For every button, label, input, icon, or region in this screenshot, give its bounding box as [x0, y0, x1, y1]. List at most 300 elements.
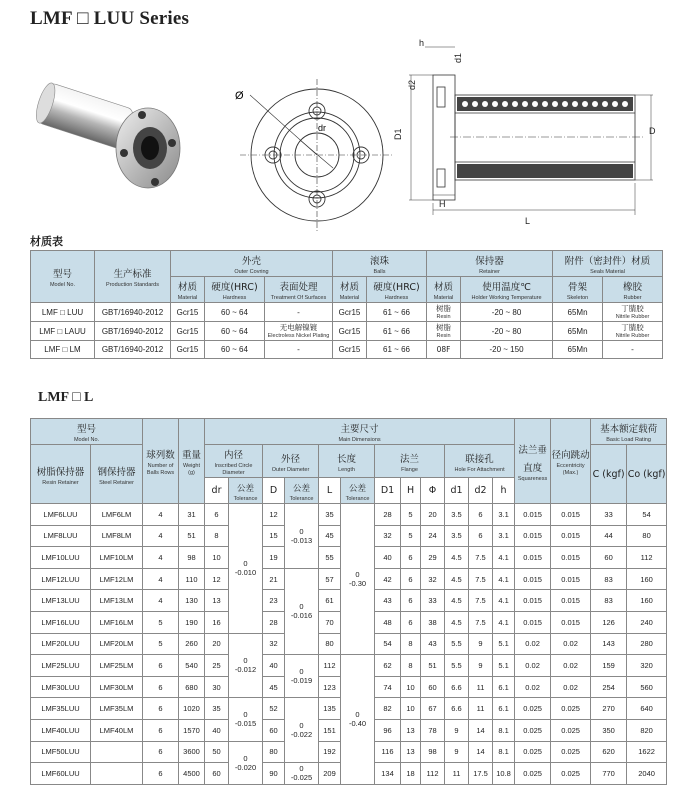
table-cell: 80: [627, 525, 667, 547]
table-cell: 6.1: [493, 676, 515, 698]
table-cell: 96: [375, 719, 401, 741]
mat-subheader: 使用温度℃ Holder Working Temperature: [461, 277, 553, 303]
table-cell: -20 ~ 80: [461, 322, 553, 341]
table-cell: Gcr15: [333, 341, 367, 359]
table-cell: LMF13LUU: [31, 590, 91, 612]
table-cell: 3.1: [493, 525, 515, 547]
table-cell: 4.1: [493, 568, 515, 590]
tolerance-subheader: 公差 Tolerance: [285, 478, 319, 504]
table-cell: 110: [179, 568, 205, 590]
table-cell: 0.015: [551, 504, 591, 526]
table-cell: 0.015: [551, 611, 591, 633]
dim-subheader-dr: dr: [205, 478, 229, 504]
table-cell: 5: [401, 525, 421, 547]
mat-balls-header: 滚珠 Balls: [333, 251, 427, 277]
table-cell: LMF25LM: [91, 655, 143, 677]
table-cell: 无电解镍镀 Electroless Nickel Plating: [265, 322, 333, 341]
phi-label: Ø: [235, 90, 244, 102]
dim-steel-header: 钢保持器 Steel Retainer: [91, 445, 143, 504]
table-cell: 25: [205, 655, 229, 677]
table-cell: 23: [263, 590, 285, 612]
table-cell: 8: [401, 633, 421, 655]
table-cell: 134: [375, 763, 401, 785]
dim-subheader-D: D: [263, 478, 285, 504]
tolerance-cell: 0 -0.010: [229, 504, 263, 634]
table-cell: 28: [263, 611, 285, 633]
table-cell: 8.1: [493, 741, 515, 763]
dim-heading: LMF □ L: [38, 390, 94, 405]
table-cell: 74: [375, 676, 401, 698]
table-cell: 45: [263, 676, 285, 698]
table-cell: 260: [179, 633, 205, 655]
dim-resin-header: 树脂保持器 Resin Retainer: [31, 445, 91, 504]
table-cell: 60: [205, 763, 229, 785]
table-cell: 151: [319, 719, 341, 741]
table-cell: 60 ~ 64: [205, 322, 265, 341]
table-cell: 丁腈胶 Nitrile Rubber: [603, 303, 663, 322]
table-cell: -: [603, 341, 663, 359]
table-row: [31, 341, 663, 359]
table-cell: 0.02: [551, 633, 591, 655]
table-cell: 树脂 Resin: [427, 303, 461, 322]
table-cell: 0.02: [515, 655, 551, 677]
table-cell: LMF20LUU: [31, 633, 91, 655]
table-cell: 19: [263, 547, 285, 569]
table-cell: 20: [421, 504, 445, 526]
table-row: [31, 655, 667, 677]
table-cell: 42: [375, 568, 401, 590]
table-cell: 143: [591, 633, 627, 655]
dim-load-header: 基本额定载荷 Basic Load Rating: [591, 419, 667, 445]
table-cell: 33: [591, 504, 627, 526]
table-cell: 40: [263, 655, 285, 677]
table-cell: LMF40LM: [91, 719, 143, 741]
table-cell: LMF6LUU: [31, 504, 91, 526]
table-cell: LMF35LM: [91, 698, 143, 720]
table-cell: 29: [421, 547, 445, 569]
table-cell: 54: [627, 504, 667, 526]
table-cell: LMF8LM: [91, 525, 143, 547]
mat-subheader: 骨架 Skeleton: [553, 277, 603, 303]
tolerance-cell: 0 -0.020: [229, 741, 263, 784]
table-cell: 4.5: [445, 547, 469, 569]
table-cell: 640: [627, 698, 667, 720]
table-cell: LMF30LUU: [31, 676, 91, 698]
table-cell: 10: [401, 698, 421, 720]
table-cell: 60: [263, 719, 285, 741]
table-cell: 159: [591, 655, 627, 677]
dim-hole-header: 联接孔 Hole For Attachment: [445, 445, 515, 478]
table-cell: 0.015: [551, 568, 591, 590]
tolerance-cell: 0 -0.012: [229, 633, 263, 698]
table-cell: 4.1: [493, 547, 515, 569]
mat-seals-header: 附件（密封件）材质 Seals Material: [553, 251, 663, 277]
tolerance-cell: 0 -0.013: [285, 504, 319, 569]
mat-subheader: 表面处理 Treatment Of Surfaces: [265, 277, 333, 303]
dim-od-header: 外径 Outer Diameter: [263, 445, 319, 478]
table-cell: 560: [627, 676, 667, 698]
dim-subheader-phi: Φ: [421, 478, 445, 504]
table-cell: 12: [205, 568, 229, 590]
table-cell: 13: [401, 719, 421, 741]
table-cell: 67: [421, 698, 445, 720]
table-cell: 4.5: [445, 611, 469, 633]
dim-id-header: 内径 Inscribed Circle Diameter: [205, 445, 263, 478]
table-cell: 6: [143, 698, 179, 720]
table-cell: 8.1: [493, 719, 515, 741]
table-cell: LMF25LUU: [31, 655, 91, 677]
d2-label: d2: [407, 79, 417, 90]
table-cell: 52: [263, 698, 285, 720]
table-row: [31, 322, 663, 341]
table-cell: 65Mn: [553, 341, 603, 359]
table-cell: 6.1: [493, 698, 515, 720]
table-cell: 320: [627, 655, 667, 677]
table-cell: LMF60LUU: [31, 763, 91, 785]
table-cell: 0.02: [515, 676, 551, 698]
table-cell: 31: [179, 504, 205, 526]
table-cell: Gcr15: [333, 303, 367, 322]
dim-subheader-d1: d1: [445, 478, 469, 504]
mat-subheader: 材质 Material: [171, 277, 205, 303]
table-cell: Gcr15: [171, 341, 205, 359]
table-cell: 6: [205, 504, 229, 526]
dim-c-header: C (kgf): [591, 445, 627, 504]
table-cell: 树脂 Resin: [427, 322, 461, 341]
section-view-drawing: [395, 35, 685, 235]
table-cell: 33: [421, 590, 445, 612]
table-cell: 20: [205, 633, 229, 655]
dim-length-header: 长度 Length: [319, 445, 375, 478]
table-cell: LMF20LM: [91, 633, 143, 655]
table-cell: 83: [591, 568, 627, 590]
table-cell: 6: [469, 504, 493, 526]
table-cell: 24: [421, 525, 445, 547]
table-cell: 6: [401, 590, 421, 612]
table-cell: GBT/16940-2012: [95, 303, 171, 322]
table-cell: 16: [205, 611, 229, 633]
table-cell: 209: [319, 763, 341, 785]
dim-weight-header: 重量 Weight (g): [179, 419, 205, 504]
table-cell: 10: [205, 547, 229, 569]
table-cell: 12: [263, 504, 285, 526]
table-cell: 112: [319, 655, 341, 677]
table-cell: 540: [179, 655, 205, 677]
table-cell: 7.5: [469, 547, 493, 569]
table-cell: 38: [421, 611, 445, 633]
table-cell: 6: [401, 547, 421, 569]
table-cell: 3.5: [445, 504, 469, 526]
table-cell: 1020: [179, 698, 205, 720]
table-cell: 61 ~ 66: [367, 303, 427, 322]
table-cell: 35: [319, 504, 341, 526]
table-cell: 6: [143, 763, 179, 785]
dim-subheader-L: L: [319, 478, 341, 504]
table-cell: 7.5: [469, 590, 493, 612]
table-cell: 54: [375, 633, 401, 655]
table-cell: 丁腈胶 Nitrile Rubber: [603, 322, 663, 341]
table-cell: 11: [469, 676, 493, 698]
table-cell: 3.5: [445, 525, 469, 547]
table-cell: LMF10LUU: [31, 547, 91, 569]
table-cell: 40: [375, 547, 401, 569]
table-cell: 116: [375, 741, 401, 763]
table-cell: 112: [421, 763, 445, 785]
dim-eccentricity-header: 径向跳动 Eccentricity (Max.): [551, 419, 591, 504]
table-cell: 5.1: [493, 633, 515, 655]
D1-label: D1: [393, 128, 403, 140]
tolerance-cell: 0 -0.015: [229, 698, 263, 741]
table-cell: 14: [469, 719, 493, 741]
table-cell: 43: [375, 590, 401, 612]
table-cell: 61 ~ 66: [367, 322, 427, 341]
mat-subheader: 材质 Material: [427, 277, 461, 303]
table-cell: 112: [627, 547, 667, 569]
mat-std-header: 生产标准 Production Standards: [95, 251, 171, 303]
table-cell: 40: [205, 719, 229, 741]
table-cell: 1622: [627, 741, 667, 763]
table-cell: 6: [143, 741, 179, 763]
table-cell: 8: [205, 525, 229, 547]
table-cell: 30: [205, 676, 229, 698]
mat-subheader: 橡胶 Rubber: [603, 277, 663, 303]
table-cell: 0.025: [515, 719, 551, 741]
table-cell: 4500: [179, 763, 205, 785]
table-cell: GBT/16940-2012: [95, 341, 171, 359]
material-heading: 材质表: [30, 235, 63, 248]
page-title: LMF □ LUU Series: [30, 8, 190, 29]
table-cell: 6: [143, 719, 179, 741]
table-cell: 0.025: [515, 741, 551, 763]
table-cell: 0.025: [551, 741, 591, 763]
table-cell: -20 ~ 150: [461, 341, 553, 359]
dim-subheader-D1: D1: [375, 478, 401, 504]
dim-squareness-header: 法兰垂直度 Squareness: [515, 419, 551, 504]
table-cell: 0.015: [551, 525, 591, 547]
tolerance-cell: 0 -0.30: [341, 504, 375, 655]
table-cell: 7.5: [469, 568, 493, 590]
material-table: [30, 250, 663, 359]
L-label: L: [525, 216, 531, 226]
tolerance-cell: 0 -0.016: [285, 568, 319, 654]
table-cell: 5.5: [445, 633, 469, 655]
table-cell: 0.015: [515, 525, 551, 547]
table-cell: 620: [591, 741, 627, 763]
table-cell: 5: [143, 611, 179, 633]
table-cell: 15: [263, 525, 285, 547]
table-cell: GBT/16940-2012: [95, 322, 171, 341]
table-cell: 43: [421, 633, 445, 655]
table-cell: 78: [421, 719, 445, 741]
table-cell: 65Mn: [553, 322, 603, 341]
table-cell: 0.015: [551, 590, 591, 612]
table-cell: LMF □ LM: [31, 341, 95, 359]
table-cell: 270: [591, 698, 627, 720]
dim-subheader-h: h: [493, 478, 515, 504]
table-cell: LMF6LM: [91, 504, 143, 526]
table-cell: 5: [143, 633, 179, 655]
table-cell: 70: [319, 611, 341, 633]
table-cell: 0.015: [515, 547, 551, 569]
table-cell: 45: [319, 525, 341, 547]
tolerance-cell: 0 -0.40: [341, 655, 375, 785]
dim-flange-header: 法兰 Flange: [375, 445, 445, 478]
table-cell: 4: [143, 547, 179, 569]
table-cell: 60 ~ 64: [205, 341, 265, 359]
table-cell: 254: [591, 676, 627, 698]
h-label: h: [419, 38, 425, 48]
table-cell: 0.015: [515, 504, 551, 526]
mat-subheader: 材质 Material: [333, 277, 367, 303]
table-cell: -20 ~ 80: [461, 303, 553, 322]
table-cell: LMF13LM: [91, 590, 143, 612]
dr-label: dr: [318, 123, 327, 133]
mat-subheader: 硬度(HRC) Hardness: [205, 277, 265, 303]
table-cell: 6: [143, 676, 179, 698]
table-cell: 13: [205, 590, 229, 612]
table-cell: 90: [263, 763, 285, 785]
table-cell: 9: [469, 633, 493, 655]
table-cell: 35: [205, 698, 229, 720]
table-cell: 60: [421, 676, 445, 698]
table-cell: LMF30LM: [91, 676, 143, 698]
table-cell: 11: [469, 698, 493, 720]
table-cell: 62: [375, 655, 401, 677]
table-cell: 0.02: [551, 676, 591, 698]
tolerance-cell: 0 -0.022: [285, 698, 319, 763]
table-cell: LMF8LUU: [31, 525, 91, 547]
table-cell: 4.5: [445, 568, 469, 590]
table-cell: 65Mn: [553, 303, 603, 322]
table-cell: Gcr15: [171, 322, 205, 341]
table-cell: 190: [179, 611, 205, 633]
table-cell: 83: [591, 590, 627, 612]
table-cell: 4: [143, 590, 179, 612]
table-cell: 5.5: [445, 655, 469, 677]
table-cell: 61 ~ 66: [367, 341, 427, 359]
table-cell: 9: [445, 719, 469, 741]
mat-outer-header: 外壳 Outer Covring: [171, 251, 333, 277]
table-cell: 240: [627, 611, 667, 633]
table-cell: 0.025: [515, 698, 551, 720]
table-cell: -: [265, 303, 333, 322]
table-cell: 55: [319, 547, 341, 569]
tolerance-subheader: 公差 Tolerance: [229, 478, 263, 504]
table-cell: 820: [627, 719, 667, 741]
table-cell: 48: [375, 611, 401, 633]
table-cell: 13: [401, 741, 421, 763]
table-cell: 60 ~ 64: [205, 303, 265, 322]
mat-retainer-header: 保持器 Retainer: [427, 251, 553, 277]
dim-rows-header: 球列数 Number of Balls Rows: [143, 419, 179, 504]
bearing-photo: [30, 55, 190, 195]
table-cell: LMF40LUU: [31, 719, 91, 741]
table-cell: 680: [179, 676, 205, 698]
table-cell: 32: [375, 525, 401, 547]
table-cell: 51: [179, 525, 205, 547]
table-row: [31, 303, 663, 322]
table-cell: 0.02: [551, 655, 591, 677]
table-cell: 4.1: [493, 611, 515, 633]
table-cell: 0.015: [515, 590, 551, 612]
H-label: H: [439, 199, 446, 209]
table-cell: 123: [319, 676, 341, 698]
D-label: D: [649, 126, 656, 136]
table-cell: 1570: [179, 719, 205, 741]
table-cell: 7.5: [469, 611, 493, 633]
front-view-drawing: [230, 65, 400, 240]
table-cell: LMF35LUU: [31, 698, 91, 720]
table-cell: 98: [421, 741, 445, 763]
tolerance-cell: 0 -0.025: [285, 763, 319, 785]
table-cell: 126: [591, 611, 627, 633]
table-cell: 11: [445, 763, 469, 785]
table-cell: 6.6: [445, 698, 469, 720]
table-cell: 0.015: [515, 611, 551, 633]
table-cell: 135: [319, 698, 341, 720]
table-cell: 82: [375, 698, 401, 720]
table-cell: LMF10LM: [91, 547, 143, 569]
table-cell: 4: [143, 568, 179, 590]
table-cell: LMF16LM: [91, 611, 143, 633]
table-cell: LMF □ LUU: [31, 303, 95, 322]
table-cell: 770: [591, 763, 627, 785]
table-cell: 32: [263, 633, 285, 655]
table-cell: 6.6: [445, 676, 469, 698]
table-cell: 4.1: [493, 590, 515, 612]
table-cell: [91, 763, 143, 785]
dimension-table: [30, 418, 667, 785]
table-cell: 160: [627, 590, 667, 612]
table-cell: 9: [445, 741, 469, 763]
table-cell: 18: [401, 763, 421, 785]
table-cell: 0.025: [515, 763, 551, 785]
table-cell: 80: [263, 741, 285, 763]
table-cell: 0.02: [515, 633, 551, 655]
table-cell: 80: [319, 633, 341, 655]
table-cell: 61: [319, 590, 341, 612]
table-cell: 0.025: [551, 698, 591, 720]
table-cell: 4: [143, 525, 179, 547]
table-cell: 32: [421, 568, 445, 590]
table-cell: 57: [319, 568, 341, 590]
table-cell: 44: [591, 525, 627, 547]
table-cell: Gcr15: [171, 303, 205, 322]
dim-main-header: 主要尺寸 Main Dimensions: [205, 419, 515, 445]
table-cell: 3600: [179, 741, 205, 763]
table-cell: 8: [401, 655, 421, 677]
table-cell: 192: [319, 741, 341, 763]
table-cell: [91, 741, 143, 763]
table-cell: 28: [375, 504, 401, 526]
table-cell: 5: [401, 504, 421, 526]
table-cell: 6: [401, 568, 421, 590]
tolerance-cell: 0 -0.019: [285, 655, 319, 698]
table-cell: 17.5: [469, 763, 493, 785]
table-cell: 4.5: [445, 590, 469, 612]
table-cell: 51: [421, 655, 445, 677]
table-cell: LMF12LUU: [31, 568, 91, 590]
table-cell: 2040: [627, 763, 667, 785]
table-cell: 08F: [427, 341, 461, 359]
table-cell: 0.025: [551, 763, 591, 785]
dim-co-header: Co (kgf): [627, 445, 667, 504]
table-cell: LMF50LUU: [31, 741, 91, 763]
table-cell: 350: [591, 719, 627, 741]
table-cell: 9: [469, 655, 493, 677]
mat-model-header: 型号 Model No.: [31, 251, 95, 303]
table-cell: LMF16LUU: [31, 611, 91, 633]
